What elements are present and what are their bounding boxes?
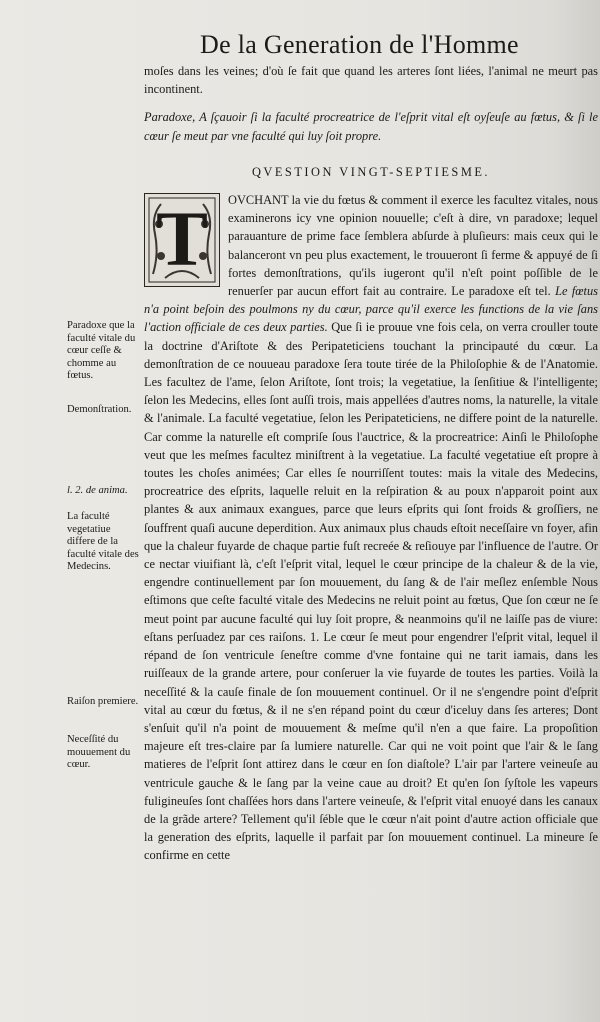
main-paragraph [144, 191, 598, 865]
dropcap-letter: T [155, 195, 209, 283]
margin-note-demonstration: Demonſtration. [67, 404, 132, 415]
page-title: De la Generation de l'Homme [200, 30, 519, 59]
main-text-column [144, 62, 598, 865]
margin-note-paradoxe: Paradoxe que la faculté vitale du cœur ceſſe & chomme au fœtus. [67, 320, 136, 382]
paragraph-opening: OVCHANT la vie du fœtus & comment il exerce les facultez vitales, nous examinerons icy vne opinion nouuelle; c'eſt à dire, vn paradoxe; lequel parauanture de prime face ſemblera abſurde à pluſieurs: mais ceux qui le balanceront vn peu plus exactement, le trouueront ſi ferme & appuyé de ſi fortes demonſtrations, qu'ils iugeront qu'il n'eſt point poſſible de le renuerſer par aucun effort fait au contraire. Le paradoxe eſt tel. [228, 193, 598, 299]
margin-note-reference: l. 2. de anima. [67, 485, 128, 496]
margin-note-necessite: Neceſſité du mouuement du cœur. [67, 734, 131, 771]
margin-note-raison: Raiſon premiere. [67, 696, 139, 707]
opening-lines: moſes dans les veines; d'où ſe fait que quand les arteres ſont liées, l'animal ne meurt pas incontinent. [144, 64, 598, 97]
decorated-initial [144, 193, 220, 287]
italic-summary: Paradoxe, A ſçauoir ſi la faculté procreatrice de l'eſprit vital eſt oyſeuſe au fœtus, & ſi le cœur ſe meut par vne faculté qui luy ſoit propre. [144, 110, 598, 143]
paragraph-body: Que ſi ie prouue vne fois cela, on verra crouller toute la doctrine d'Ariſtote & des Peripateticiens touchant la principauté du cœur. La demonſtration de ce nouueau paradoxe ſera toute tirée de la Philoſophie & de l'Anatomie. Les facultez de l'ame, ſelon Ariſtote, ſont trois; la vegetatiue, la ſenſitiue & l'intelligente; ſelon les Medecins, elles ſont auſſi trois, mais appellées d'autres noms, la naturelle, la vitale & l'animale. La faculté vegetatiue, ſelon les Peripateticiens, ne differe point de la naturelle. Car comme la naturelle eſt compriſe ſous l'auctrice, & la procreatrice: Ainſi le Philoſophe veut que les meſmes facultez miniſtrent à la vegetatiue. La faculté vegetatiue eſt propre à toutes les choſes animées; Car elles ſe nourriſſent toutes: mais la vitale des Medecins, procreatrice des eſprits, laquelle reluit en la reſpiration & au poux n'apparoit point aux plantes & aux animaux exangues, parce que leurs eſprits qui ſont froids & groſſiers, ne ſouffrent quaſi aucune deperdition. Aux animaux plus chauds eſtoit neceſſaire vn foyer, afin que la chaleur fuyarde de chaque partie fuſt recreée & reſiouye par l'influence de l'autre. Or ce nectar viuifiant là, c'eſt l'eſprit vital, lequel le cœur principe de la chaleur & de la vie, engendre continuellement par ſon mouuement, du ſang & de l'air meſlez enſemble Nous eſtimons que ceſte faculté vitale des Medecins ne reluit point au fœtus, Que ſon cœur ne ſe meut point par aucune faculté qui luy ſoit propre, & neanmoins qu'il ne laiſſe pas de viure: eſtans perſuadez par ces raiſons. 1. Le cœur ſe meut pour engendrer l'eſprit vital, lequel il répand de ſon ventricule ſeneſtre comme d'vne fontaine qui ne tarit iamais, dans les ruiſſeaux de la grande artere, pour conſeruer la vie fuyarde de toutes les parties. Voilà la neceſſité & la cauſe finale de ſon mouuement continuel. Or il ne s'engendre point d'eſprit vital au cœur du fœtus, & il ne s'en répand point du cœur d'iceluy dans ſes arteres; Dont s'enſuit qu'il n'a point de mouuement & meſme qu'il n'en a que faire. La propoſition majeure eſt tres-claire par ſa lumiere naturelle. Car qui ne voit point que l'air & le ſang matieres de l'eſprit ſont attirez dans le cœur en ſon diaſtole? L'air par l'artere veineuſe au ventricule gauche & le ſang par la veine caue au droit? Et qu'en ſon ſyſtole les vapeurs fuligineuſes ſont chaſſées hors dans l'artere veineuſe, & l'eſprit vital enuoyé dans les canaux de la grãde artere? Tellement qu'il ſéble que le cœur n'ait point d'autre action officiale que la generation des eſprits, laquelle il parfait par ſon mouuement continuel. La mineure ſe confirme en cette [144, 320, 598, 863]
margin-note-faculte: La faculté vegetatiue differe de la faculté vitale des Medecins. [67, 511, 139, 573]
question-heading: QVESTION VINGT-SEPTIESME. [251, 164, 491, 179]
paradox-statement: Le fœtus n'a point beſoin des poulmons ny du cœur, parce qu'il exerce les functions de la vie ſans l'action officiale de ces deux parties. [144, 284, 598, 335]
